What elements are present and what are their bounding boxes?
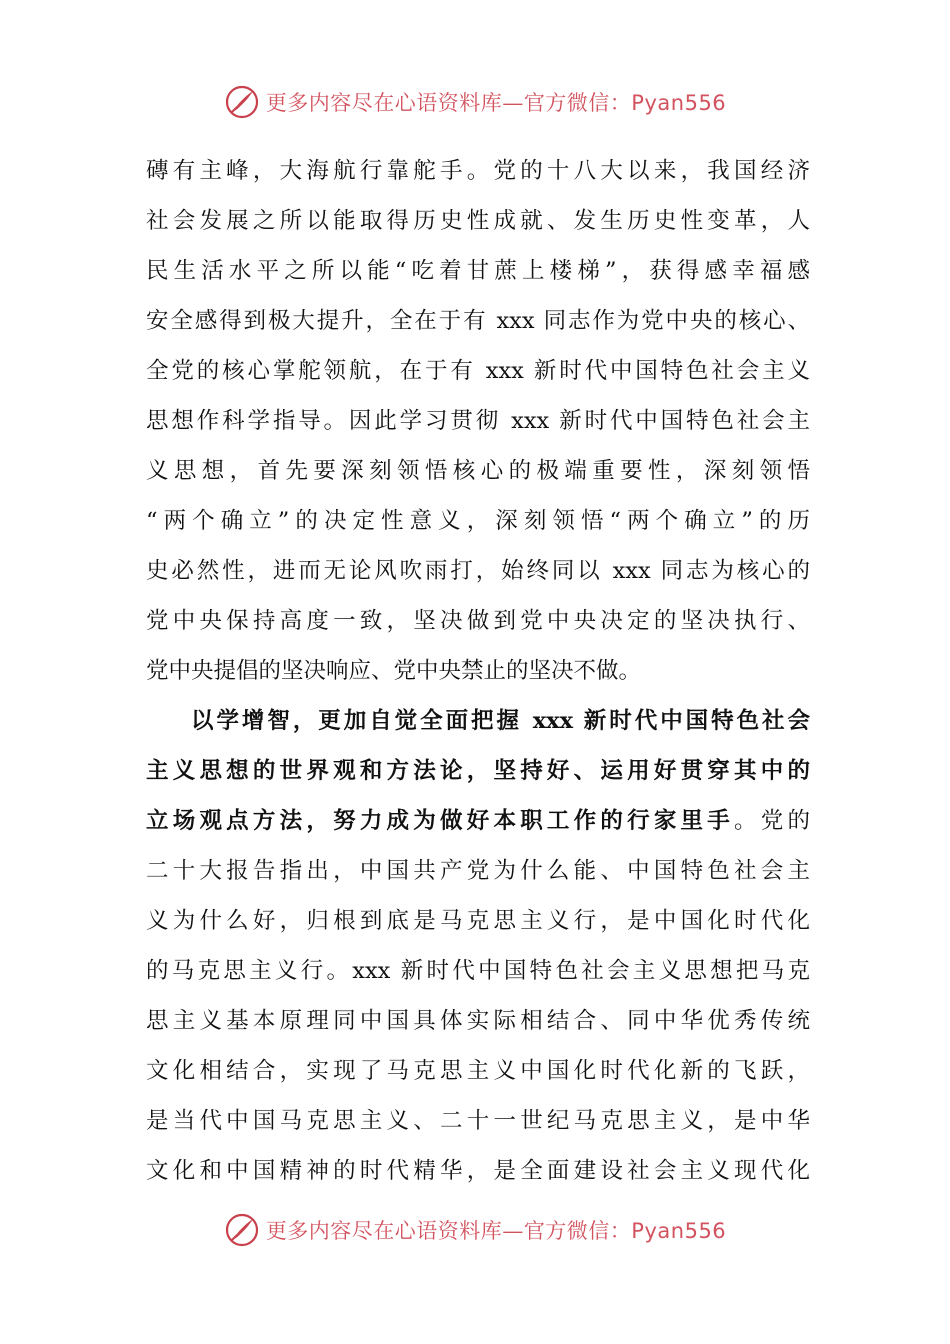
text-line: 文化相结合，实现了马克思主义中国化时代化新的飞跃， [146, 1058, 810, 1084]
bold-heading-segment: 立场观点方法，努力成为做好本职工作的行家里手 [146, 808, 735, 834]
quill-logo-icon [224, 1212, 260, 1248]
text-line: 文化和中国精神的时代精华，是全面建设社会主义现代化 [146, 1158, 810, 1184]
text-line: 二十大报告指出，中国共产党为什么能、中国特色社会主 [146, 858, 810, 884]
watermark-text: 更多内容尽在心语资料库—官方微信：Pyan556 [265, 91, 727, 115]
quill-logo-icon [224, 84, 260, 120]
paragraph-2 [146, 696, 810, 1196]
bold-heading-line: 以学增智，更加自觉全面把握 xxx 新时代中国特色社会 [191, 708, 810, 734]
text-line: 安全感得到极大提升，全在于有 xxx 同志作为党中央的核心、 [146, 308, 810, 334]
text-line: 思想作科学指导。因此学习贯彻 xxx 新时代中国特色社会主 [146, 408, 810, 434]
header-watermark [0, 82, 950, 122]
text-line: “两个确立”的决定性意义，深刻领悟“两个确立”的历 [146, 508, 810, 534]
text-line: 义为什么好，归根到底是马克思主义行，是中国化时代化 [146, 908, 810, 934]
document-body [146, 146, 810, 1196]
text-line: 思主义基本原理同中国具体实际相结合、同中华优秀传统 [146, 1008, 810, 1034]
text-line: 磚有主峰，大海航行靠舵手。党的十八大以来，我国经济 [146, 158, 810, 184]
text-segment: 。党的 [734, 808, 810, 834]
mixed-line [146, 796, 810, 846]
text-line: 史必然性，进而无论风吹雨打，始终同以 xxx 同志为核心的 [146, 558, 810, 584]
text-line: 是当代中国马克思主义、二十一世纪马克思主义，是中华 [146, 1108, 810, 1134]
text-line: 义思想，首先要深刻领悟核心的极端重要性，深刻领悟 [146, 458, 810, 484]
text-line: 社会发展之所以能取得历史性成就、发生历史性变革，人 [146, 208, 810, 234]
text-line: 党中央保持高度一致，坚决做到党中央决定的坚决执行、 [146, 608, 810, 634]
watermark-text: 更多内容尽在心语资料库—官方微信：Pyan556 [265, 1219, 727, 1243]
paragraph-1 [146, 146, 810, 696]
bold-heading-line: 主义思想的世界观和方法论，坚持好、运用好贯穿其中的 [146, 758, 810, 784]
text-line: 党中央提倡的坚决响应、党中央禁止的坚决不做。 [146, 658, 642, 684]
text-line: 民生活水平之所以能“吃着甘蔗上楼梯”，获得感幸福感 [146, 258, 810, 284]
text-line: 全党的核心掌舵领航，在于有 xxx 新时代中国特色社会主义 [146, 358, 810, 384]
footer-watermark [0, 1210, 950, 1250]
text-line: 的马克思主义行。xxx 新时代中国特色社会主义思想把马克 [146, 958, 810, 984]
